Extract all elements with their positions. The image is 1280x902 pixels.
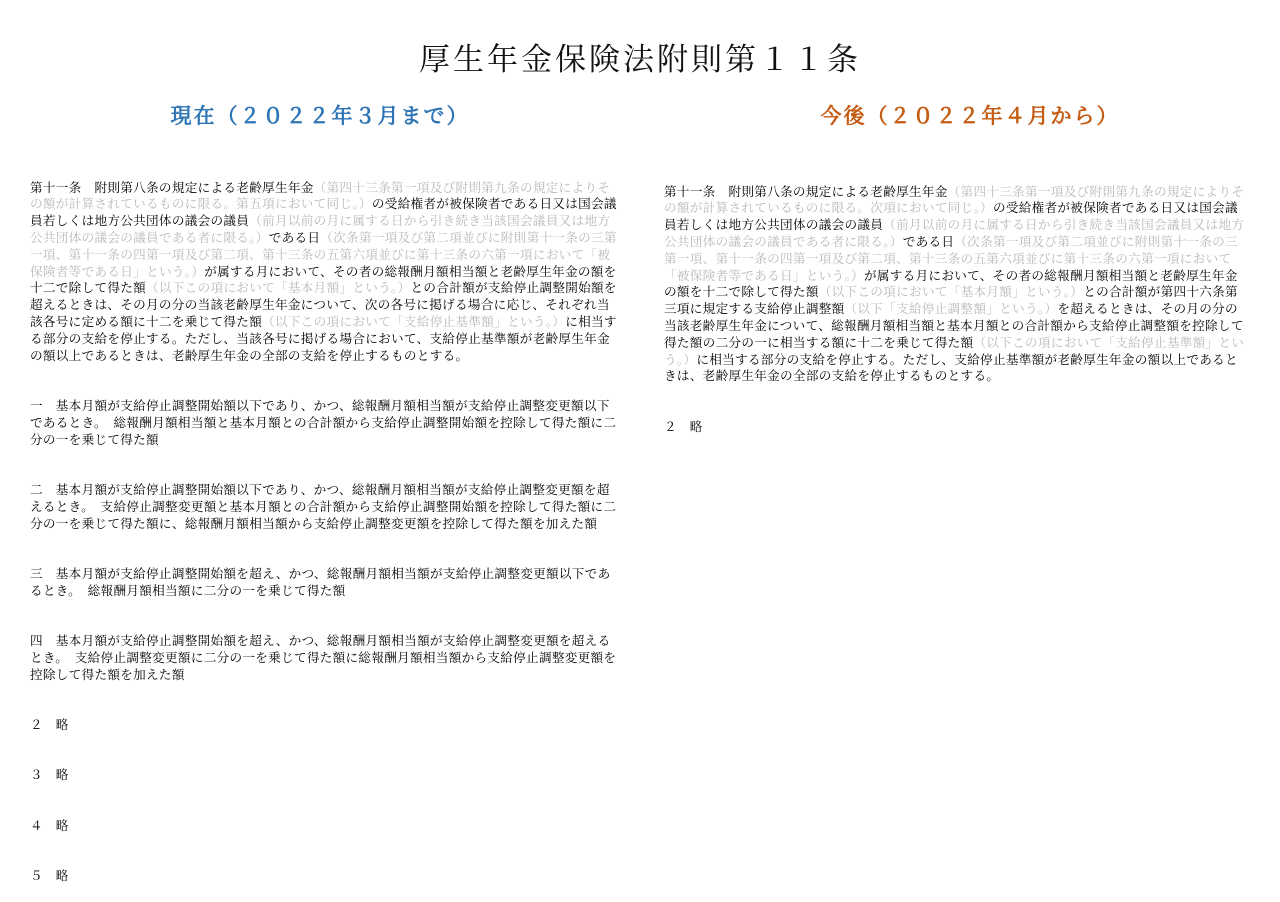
current-law-text xyxy=(30,146,620,902)
text-span: （第四十三条第一項及び附則第九条の規定によりその額が計算されているものに限る。次項において同じ。） xyxy=(664,183,1245,216)
text-span: （以下「支給停止調整額」という。） xyxy=(844,301,1058,317)
text-span: （以下この項において「支給停止基準額」という。） xyxy=(262,313,566,329)
list-item: ４ 略 xyxy=(30,817,69,833)
list-item: 一 基本月額が支給停止調整開始額以下であり、かつ、総報酬月額相当額が支給停止調整変更額以下であるとき。 総報酬月額相当額と基本月額との合計額から支給停止調整開始額を控除して得た額に二分の一を乗じて得た額 xyxy=(30,397,617,447)
list-item: ３ 略 xyxy=(30,767,69,783)
text-span: 第十一条 附則第八条の規定による老齢厚生年金 xyxy=(664,183,948,199)
text-span: に相当する部分の支給を停止する。ただし、支給停止基準額が老齢厚生年金の額以上であるときは、老齢厚生年金の全部の支給を停止するものとする。 xyxy=(664,351,1238,384)
text-span: 第十一条 附則第八条の規定による老齢厚生年金 xyxy=(30,179,314,195)
current-main-paragraph xyxy=(30,180,620,365)
text-span: （次条第一項及び第二項並びに附則第十一条の三第一項、第十一条の四第一項及び第二項、第十三条の五第六項並びに第十三条の六第一項において「被保険者等である日」という。） xyxy=(664,233,1238,283)
page-title: 厚生年金保険法附則第１１条 xyxy=(419,42,861,78)
text-span: （以下この項において「基本月額」という。） xyxy=(818,284,1084,300)
text-span: （前月以前の月に属する日から引き続き当該国会議員又は地方公共団体の議会の議員である者に限る。） xyxy=(30,213,611,245)
text-span: である日 xyxy=(902,233,955,249)
text-span: （前月以前の月に属する日から引き続き当該国会議員又は地方公共団体の議会の議員である者に限る。） xyxy=(664,217,1245,249)
text-span: が属する月において、その者の総報酬月額相当額と老齢厚生年金の額を十二で除して得た額 xyxy=(664,267,1238,300)
future-law-text xyxy=(664,150,1249,452)
list-item: 四 基本月額が支給停止調整開始額を超え、かつ、総報酬月額相当額が支給停止調整変更額を超えるとき。 支給停止調整変更額に二分の一を乗じて得た額に総報酬月額相当額から支給停止調整変更額を控除して得た額を加えた額 xyxy=(30,633,617,682)
text-span: を超えるときは、その月の分の当該老齢厚生年金について、総報酬月額相当額と基本月額との合計額から支給停止調整額を控除して得た額の二分の一に相当する額に十二を乗じて得た額 xyxy=(664,301,1244,350)
list-item: ５ 略 xyxy=(30,868,69,884)
future-main-paragraph xyxy=(664,184,1249,386)
text-span: （第四十三条第一項及び附則第九条の規定によりその額が計算されているものに限る。第五項において同じ。） xyxy=(30,179,611,212)
text-span: の受給権者が被保険者である日又は国会議員若しくは地方公共団体の議会の議員 xyxy=(30,196,617,229)
text-span: （以下この項において「支給停止基準額」という。） xyxy=(664,334,1245,367)
text-span: に相当する部分の支給を停止する。ただし、当該各号に掲げる場合において、支給停止基準額が老齢厚生年金の額以上であるときは、老齢厚生年金の全部の支給を停止するものとする。 xyxy=(30,313,617,363)
text-span: （次条第一項及び第二項並びに附則第十一条の三第一項、第十一条の四第一項及び第二項、第十三条の五第六項並びに第十三条の六第一項において「被保険者等である日」という。） xyxy=(30,229,617,279)
list-item: 三 基本月額が支給停止調整開始額を超え、かつ、総報酬月額相当額が支給停止調整変更額以下であるとき。 総報酬月額相当額に二分の一を乗じて得た額 xyxy=(30,565,611,598)
text-span: （以下この項において「基本月額」という。） xyxy=(146,280,411,296)
text-span: との合計額が第四十六条第三項に規定する支給停止調整額 xyxy=(664,284,1238,317)
text-span: が属する月において、その者の総報酬月額相当額と老齢厚生年金の額を十二で除して得た額 xyxy=(30,263,617,296)
list-item: ２ 略 xyxy=(664,418,703,434)
text-span: との合計額が支給停止調整開始額を超えるときは、その月の分の当該老齢厚生年金について、次の各号に掲げる場合に応じ、それぞれ当該各号に定める額に十二を乗じて得た額 xyxy=(30,280,617,329)
list-item: 二 基本月額が支給停止調整開始額以下であり、かつ、総報酬月額相当額が支給停止調整変更額を超えるとき。 支給停止調整変更額と基本月額との合計額から支給停止調整開始額を控除して得た額に二分の一を乗じて得た額に、総報酬月額相当額から支給停止調整変更額を控除して得た額を加えた額 xyxy=(30,481,617,531)
list-item: ２ 略 xyxy=(30,717,69,733)
future-column-heading: 今後（２０２２年４月から） xyxy=(820,104,1120,128)
text-span: である日 xyxy=(268,229,321,245)
current-column-heading: 現在（２０２２年３月まで） xyxy=(170,104,470,128)
text-span: の受給権者が被保険者である日又は国会議員若しくは地方公共団体の議会の議員 xyxy=(664,200,1238,233)
